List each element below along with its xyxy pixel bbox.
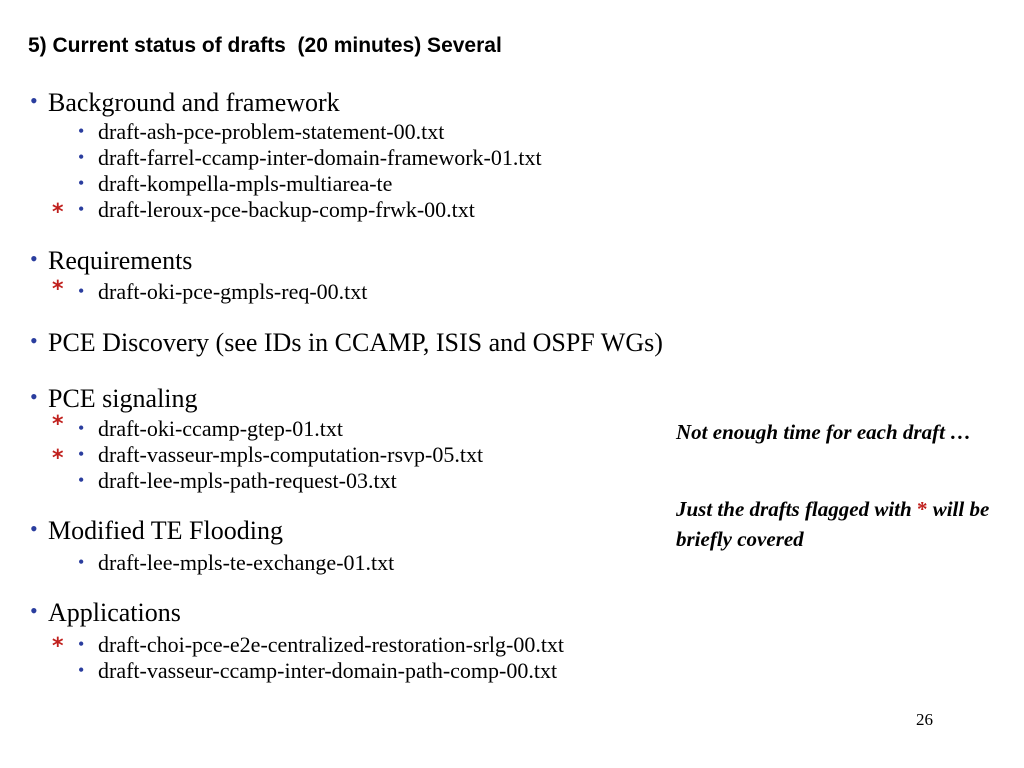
bullet-icon: • bbox=[30, 328, 38, 353]
note-flag-explanation bbox=[676, 494, 996, 554]
draft-name: draft-lee-mpls-path-request-03.txt bbox=[98, 468, 397, 493]
bullet-icon: • bbox=[78, 660, 85, 680]
draft-name: draft-vasseur-mpls-computation-rsvp-05.txt bbox=[98, 442, 484, 467]
list-item bbox=[78, 632, 564, 657]
list-item bbox=[78, 658, 557, 683]
list-item bbox=[78, 468, 397, 493]
flag-star-icon: * bbox=[52, 446, 64, 471]
list-item bbox=[78, 145, 542, 170]
bullet-icon: • bbox=[78, 470, 85, 490]
list-item bbox=[78, 171, 392, 196]
section-heading bbox=[30, 86, 340, 118]
note-text: will be briefly covered bbox=[676, 497, 990, 551]
list-item bbox=[78, 119, 444, 144]
section-heading bbox=[30, 244, 192, 276]
section-heading-text: Background and framework bbox=[48, 88, 340, 117]
list-item bbox=[78, 550, 394, 575]
bullet-icon: • bbox=[78, 199, 85, 219]
list-item bbox=[78, 442, 483, 467]
flag-star-icon: * bbox=[52, 634, 64, 659]
section-heading-text: PCE signaling bbox=[48, 384, 198, 413]
draft-name: draft-vasseur-ccamp-inter-domain-path-comp-00.txt bbox=[98, 658, 558, 683]
section-heading bbox=[30, 514, 283, 546]
list-item bbox=[78, 416, 343, 441]
section-heading-text: Applications bbox=[48, 598, 181, 627]
bullet-icon: • bbox=[30, 598, 38, 623]
flag-star-icon: * bbox=[52, 412, 64, 437]
draft-name: draft-farrel-ccamp-inter-domain-framework-01.txt bbox=[98, 145, 542, 170]
section-heading bbox=[30, 596, 181, 628]
bullet-icon: • bbox=[30, 88, 38, 113]
draft-name: draft-ash-pce-problem-statement-00.txt bbox=[98, 119, 445, 144]
bullet-icon: • bbox=[78, 418, 85, 438]
section-heading-text: PCE Discovery (see IDs in CCAMP, ISIS and OSPF WGs) bbox=[48, 328, 663, 357]
bullet-icon: • bbox=[78, 281, 85, 301]
list-item bbox=[78, 197, 475, 222]
bullet-icon: • bbox=[78, 121, 85, 141]
list-item bbox=[78, 279, 367, 304]
note-time-warning: Not enough time for each draft … bbox=[676, 420, 972, 444]
section-heading-text: Modified TE Flooding bbox=[48, 516, 283, 545]
draft-name: draft-lee-mpls-te-exchange-01.txt bbox=[98, 550, 395, 575]
draft-name: draft-choi-pce-e2e-centralized-restoration-srlg-00.txt bbox=[98, 632, 565, 657]
bullet-icon: • bbox=[78, 173, 85, 193]
bullet-icon: • bbox=[78, 634, 85, 654]
draft-name: draft-leroux-pce-backup-comp-frwk-00.txt bbox=[98, 197, 475, 222]
section-heading bbox=[30, 382, 198, 414]
bullet-icon: • bbox=[78, 444, 85, 464]
bullet-icon: • bbox=[78, 147, 85, 167]
section-heading-text: Requirements bbox=[48, 246, 193, 275]
draft-name: draft-kompella-mpls-multiarea-te bbox=[98, 171, 393, 196]
slide-title: 5) Current status of drafts (20 minutes) Several bbox=[28, 34, 502, 57]
draft-name: draft-oki-pce-gmpls-req-00.txt bbox=[98, 279, 368, 304]
bullet-icon: • bbox=[30, 384, 38, 409]
bullet-icon: • bbox=[30, 516, 38, 541]
flag-star-icon: * bbox=[52, 277, 64, 302]
draft-name: draft-oki-ccamp-gtep-01.txt bbox=[98, 416, 343, 441]
bullet-icon: • bbox=[78, 552, 85, 572]
flag-star-icon: * bbox=[52, 200, 64, 225]
section-heading bbox=[30, 326, 663, 358]
page-number: 26 bbox=[916, 710, 933, 729]
note-text: Just the drafts flagged with bbox=[676, 497, 912, 521]
flag-star-icon: * bbox=[916, 497, 928, 521]
bullet-icon: • bbox=[30, 246, 38, 271]
